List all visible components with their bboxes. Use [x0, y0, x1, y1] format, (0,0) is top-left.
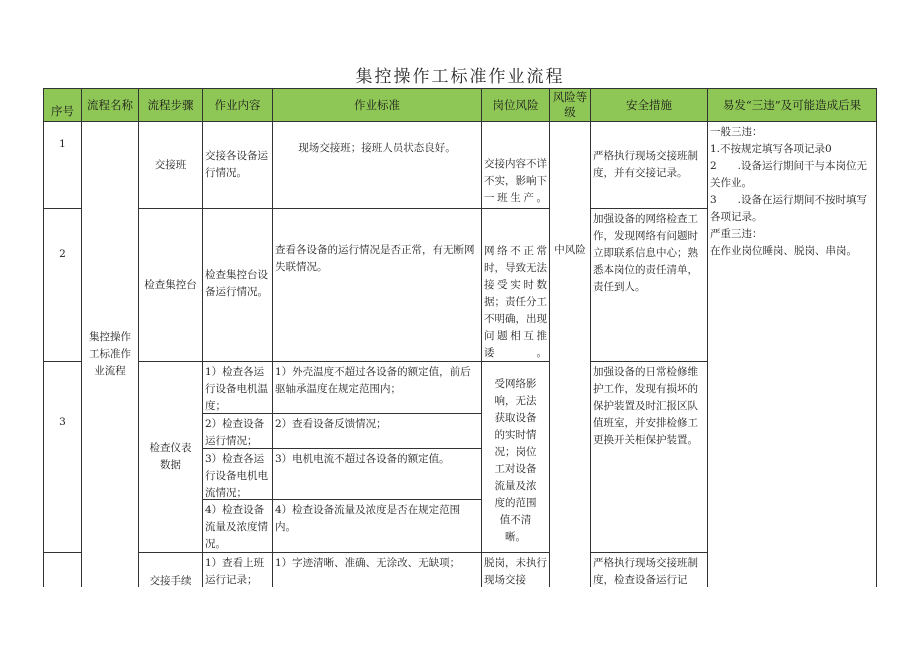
header-work-content: 作业内容 [203, 89, 273, 122]
risk-level-cell: 中风险 [550, 122, 591, 587]
header-safety-measures: 安全措施 [591, 89, 708, 122]
row-2-standard: 查看各设备的运行情况是否正常，有无断网失联情况。 [273, 209, 482, 362]
workflow-table [43, 88, 877, 587]
row-2-seq: 2 [44, 209, 82, 362]
header-seq: 序号 [44, 89, 82, 122]
row-4-seq [44, 553, 82, 587]
row-3-safety: 加强设备的日常检修维护工作，发现有损坏的保护装置及时汇报区队值班室，并安排检修工更换开关柜保护装置。 [591, 362, 708, 553]
row-3-sub3-content: 3）检查各运行设备电机电流情况； [203, 449, 273, 500]
violations-serious-title: 严重三违： [710, 228, 763, 240]
header-risk-level-line2: 级 [564, 105, 576, 119]
row-1-risk: 交接内容不详不实，影响下一班生产。 [482, 122, 550, 209]
row-2-risk: 网络不正常时，导致无法接受实时数据；责任分工不明确，出现问题相互推诿。 [482, 209, 550, 362]
row-3-sub1-content: 1）检查各运行设备电机温度； [203, 362, 273, 414]
row-3-step: 检查仪表数据 [139, 362, 203, 553]
row-2-content: 检查集控台设备运行情况。 [203, 209, 273, 362]
violations-general-title: 一般三违： [710, 126, 763, 138]
row-4-sub1-content: 1）查看上班运行记录； [203, 553, 273, 587]
violations-general-1: 1.不按规定填写各项记录0 [710, 143, 832, 155]
row-2-safety: 加强设备的网络检查工作，发现网络有问题时立即联系信息中心；熟悉本岗位的责任清单，责任到人。 [591, 209, 708, 362]
row-3-sub2-standard: 2）查看设备反馈情况； [273, 414, 482, 449]
row-4-sub1-standard: 1）字迹清晰、准确、无涂改、无缺项； [273, 553, 482, 587]
row-1-seq: 1 [44, 122, 82, 209]
header-job-risk: 岗位风险 [482, 89, 550, 122]
violations-cell [708, 122, 877, 587]
header-process-name: 流程名称 [82, 89, 139, 122]
violations-serious-1: 在作业岗位睡岗、脱岗、串岗。 [710, 245, 857, 257]
row-4-risk: 脱岗，未执行现场交接 [482, 553, 550, 587]
violations-general-3: 3 .设备在运行期间不按时填写各项记录。 [710, 194, 868, 223]
row-3-risk: 受网络影响，无法获取设备的实时情况；岗位工对设备流量及浓度的范围值不清晰。 [482, 362, 550, 553]
page-title: 集控操作工标准作业流程 [355, 67, 565, 87]
header-work-standard: 作业标准 [273, 89, 482, 122]
row-1-content: 交接各设备运行情况。 [203, 122, 273, 209]
row-3-sub1-standard: 1）外壳温度不超过各设备的额定值，前后驱轴承温度在规定范围内； [273, 362, 482, 414]
row-4-step: 交接手续 [139, 553, 203, 587]
header-risk-level [550, 89, 591, 122]
row-4-safety: 严格执行现场交接班制度，检查设备运行记 [591, 553, 708, 587]
row-3-sub2-content: 2）检查设备运行情况； [203, 414, 273, 449]
row-1-standard: 现场交接班；接班人员状态良好。 [273, 122, 482, 209]
row-1-step: 交接班 [139, 122, 203, 209]
process-name-cell: 集控操作工标准作业流程 [82, 122, 139, 587]
violations-general-2: 2 .设备运行期间干与本岗位无关作业。 [710, 160, 868, 189]
row-3-seq: 3 [44, 362, 82, 553]
header-risk-level-line1: 风险等 [552, 90, 588, 104]
header-process-step: 流程步骤 [139, 89, 203, 122]
row-3-sub4-standard: 4）检查设备流量及浓度是否在规定范围内。 [273, 500, 482, 553]
row-3-sub4-content: 4）检查设备流量及浓度情况。 [203, 500, 273, 553]
row-3-sub3-standard: 3）电机电流不超过各设备的额定值。 [273, 449, 482, 500]
row-1-safety: 严格执行现场交接班制度，并有交接记录。 [591, 122, 708, 209]
header-violations: 易发“三违”及可能造成后果 [708, 89, 877, 122]
row-2-step: 检查集控台 [139, 209, 203, 362]
